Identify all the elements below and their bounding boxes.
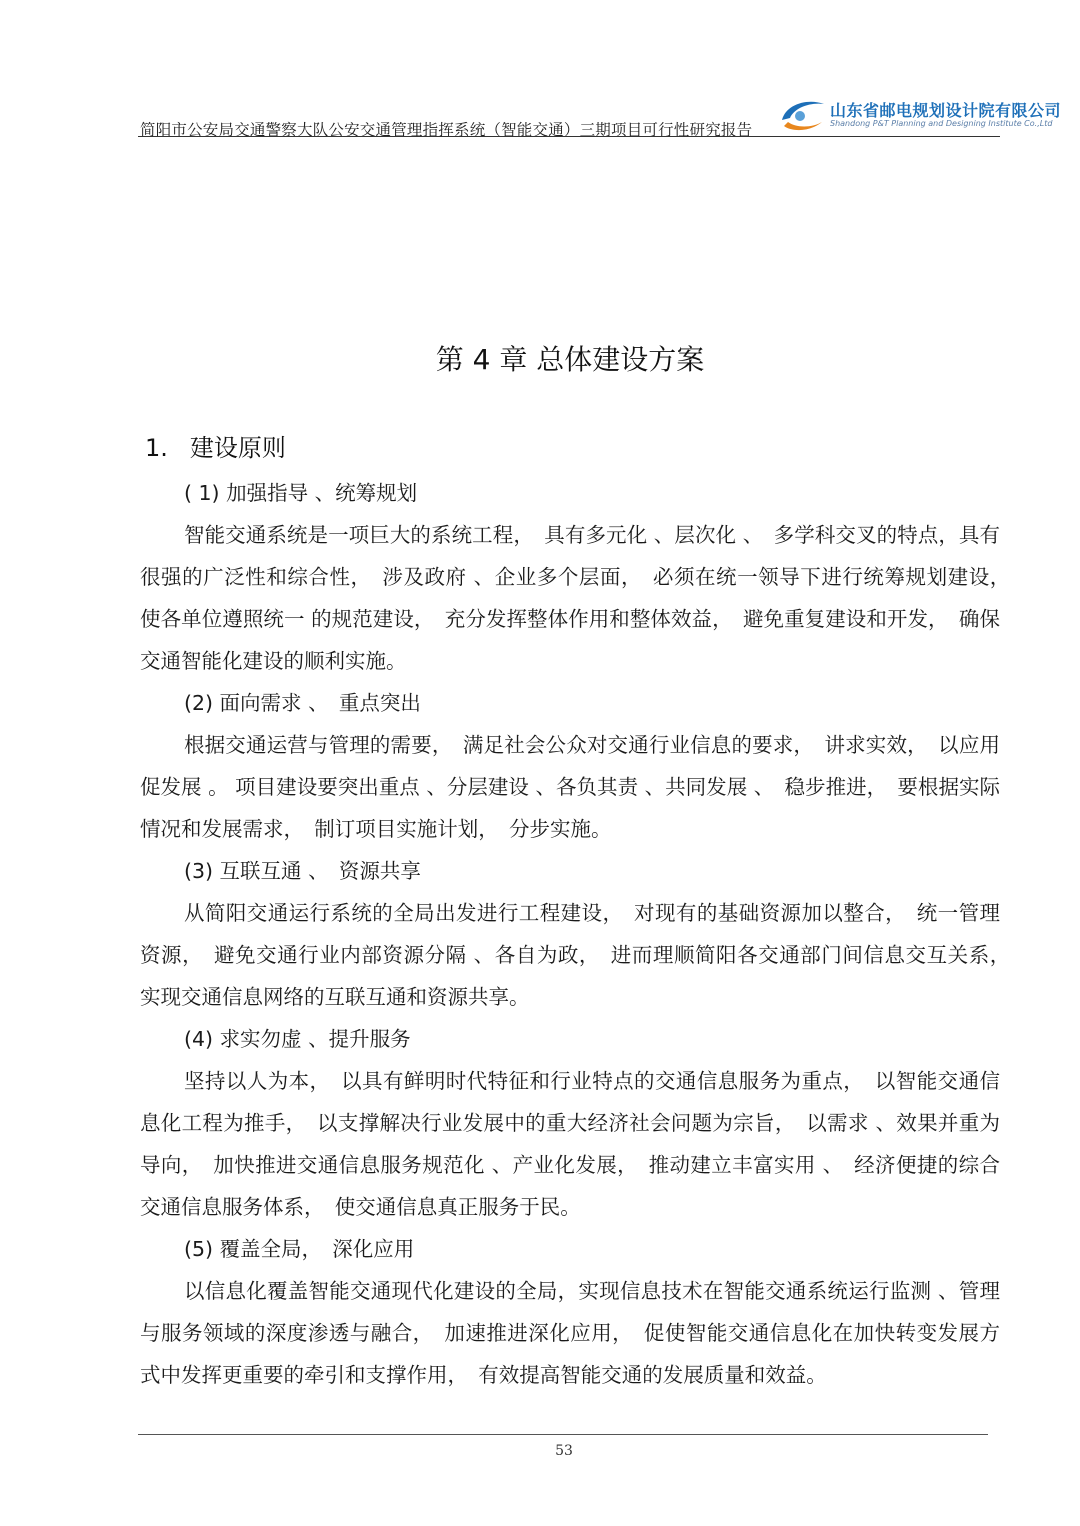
section-heading [145,428,286,463]
principle-paragraph: 根据交通运营与管理的需要， 满足社会公众对交通行业信息的要求， 讲求实效， 以应用促发展 。 项目建设要突出重点 、分层建设 、各负其责 、共同发展 、 稳步推进， 要根据实际情况和发展需求， 制订项目实施计划， 分步实施。 [140,733,1000,841]
footer-divider [138,1434,988,1435]
logo-company-name-en: Shandong P&T Planning and Designing Institute Co.,Ltd [830,119,1053,128]
principle-heading: ( 1) 加强指导 、统筹规划 [184,481,418,505]
principle-heading: (4) 求实勿虚 、提升服务 [184,1027,411,1051]
header-title: 简阳市公安局交通警察大队公安交通管理指挥系统（智能交通）三期项目可行性研究报告 [140,121,753,139]
logo-company-name: 山东省邮电规划设计院有限公司 [830,101,1062,120]
principle-heading: (3) 互联互通 、 资源共享 [184,859,421,883]
page-number: 53 [555,1443,573,1459]
principle-heading: (2) 面向需求 、 重点突出 [184,691,421,715]
logo-swoosh-icon [778,96,828,136]
principle-paragraph: 坚持以人为本， 以具有鲜明时代特征和行业特点的交通信息服务为重点， 以智能交通信息化工程为推手， 以支撑解决行业发展中的重大经济社会问题为宗旨， 以需求 、效果并重为导向， 加快推进交通信息服务规范化 、产业化发展， 推动建立丰富实用 、 经济便捷的综合交通信息服务体系， 使交通信息真正服务于民。 [140,1069,1000,1219]
document-body [140,472,1021,1396]
principle-heading: (5) 覆盖全局， 深化应用 [184,1237,415,1261]
section-title: 建设原则 [189,434,286,462]
chapter-title: 第 4 章 总体建设方案 [435,343,705,376]
principle-paragraph: 从简阳交通运行系统的全局出发进行工程建设， 对现有的基础资源加以整合， 统一管理资源， 避免交通行业内部资源分隔 、各自为政， 进而理顺简阳各交通部门间信息交互关系， 实现交通信息网络的互联互通和资源共享。 [140,901,1021,1009]
principle-paragraph: 以信息化覆盖智能交通现代化建设的全局，实现信息技术在智能交通系统运行监测 、管理与服务领域的深度渗透与融合， 加速推进深化应用， 促使智能交通信息化在加快转变发展方式中发挥更重要的牵引和支撑作用， 有效提高智能交通的发展质量和效益。 [140,1279,1000,1387]
company-logo [778,96,1062,136]
header-divider [138,136,1000,137]
section-number: 1. [145,434,168,462]
principle-paragraph: 智能交通系统是一项巨大的系统工程， 具有多元化 、层次化 、 多学科交叉的特点，具有很强的广泛性和综合性， 涉及政府 、企业多个层面， 必须在统一领导下进行统筹规划建设， 使各单位遵照统一 的规范建设， 充分发挥整体作用和整体效益， 避免重复建设和开发， 确保交通智能化建设的顺利实施。 [140,523,1021,673]
